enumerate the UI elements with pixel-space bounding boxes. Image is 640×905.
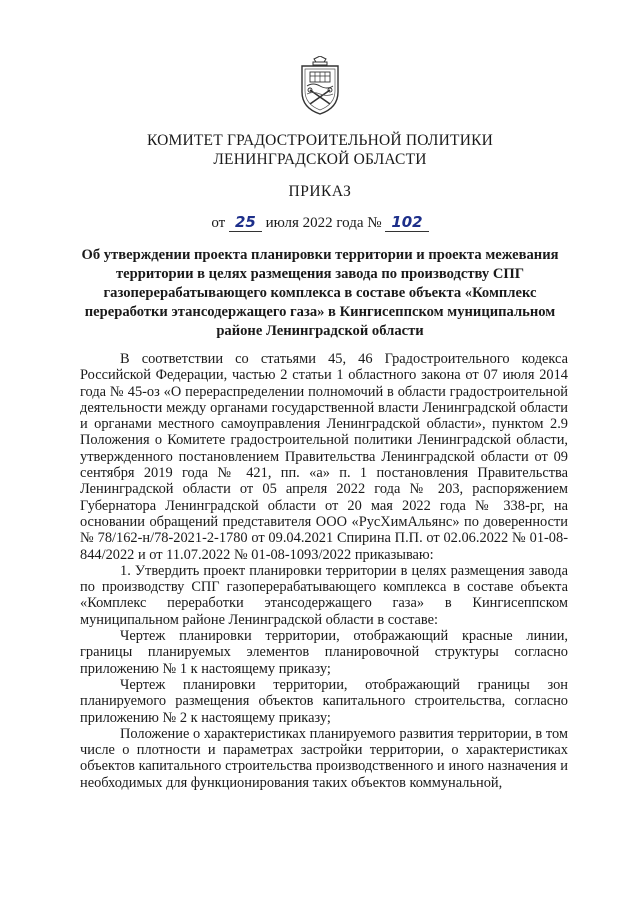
coat-of-arms-icon [298,56,342,116]
order-body [80,351,568,791]
document-type-title: ПРИКАЗ [288,183,352,200]
order-month-year: июля 2022 года № [265,215,382,231]
order-heading: Об утверждении проекта планировки территории и проекта межевания территории в целях размещения завода по производству СПГ газоперерабатывающего комплекса в составе объекта «Комплекс переработки этансодержащего газа» в Кингисеппском муниципальном районе Ленинградской области [81,247,559,339]
paragraph-drawing-zones: Чертеж планировки территории, отображающий границы зон планируемого размещения объектов капитального строительства, согласно приложению № 2 к настоящему приказу; [80,676,568,726]
order-date-prefix: от [211,215,226,231]
paragraph-preamble: В соответствии со статьями 45, 46 Градостроительного кодекса Российской Федерации, частью 2 статьи 1 областного закона от 07 июля 2014 года № 45-оз «О перераспределении полномочий в области градостроительной деятельности между органами государственной власти Ленинградской области и органами местного самоуправления Ленинградской области», пунктом 2.9 Положения о Комитете градостроительной политики Ленинградской области, утвержденного постановлением Правительства Ленинградской области от 09 сентября 2019 года № 421, пп. «а» п. 1 постановления Правительства Ленинградской области от 05 апреля 2022 года № 203, распоряжением Губернатора Ленинградской области от 20 мая 2022 года № 338-рг, на основании обращений представителя ООО «РусХимАльянс» по доверенности № 78/162-н/78-2021-2-1780 от 09.04.2021 Спирина П.П. от 02.06.2022 № 01-08-844/2022 и от 11.07.2022 № 01-08-1093/2022 приказываю: [80,351,568,563]
order-day-handwritten: 25 [229,213,262,232]
paragraph-characteristics: Положение о характеристиках планируемого развития территории, в том числе о плотности и параметрах застройки территории, о характеристиках объектов капитального строительства производственного и иного назначения и необходимых для функционирования таких объектов коммунальной, [80,725,568,791]
order-number-handwritten: 102 [385,213,428,232]
paragraph-drawing-red-lines: Чертеж планировки территории, отображающий красные линии, границы планируемых элементов планировочной структуры согласно приложению № 1 к настоящему приказу; [80,628,568,677]
committee-name-line2: ЛЕНИНГРАДСКОЙ ОБЛАСТИ [213,151,427,168]
committee-name-line1: КОМИТЕТ ГРАДОСТРОИТЕЛЬНОЙ ПОЛИТИКИ [146,132,494,149]
paragraph-item-1: 1. Утвердить проект планировки территории в целях размещения завода по производству СПГ газоперерабатывающего комплекса в составе объекта «Комплекс переработки этансодержащего газа» в Кингисеппском муниципальном районе Ленинградской области в составе: [80,562,568,628]
order-date-number-line [0,213,640,232]
